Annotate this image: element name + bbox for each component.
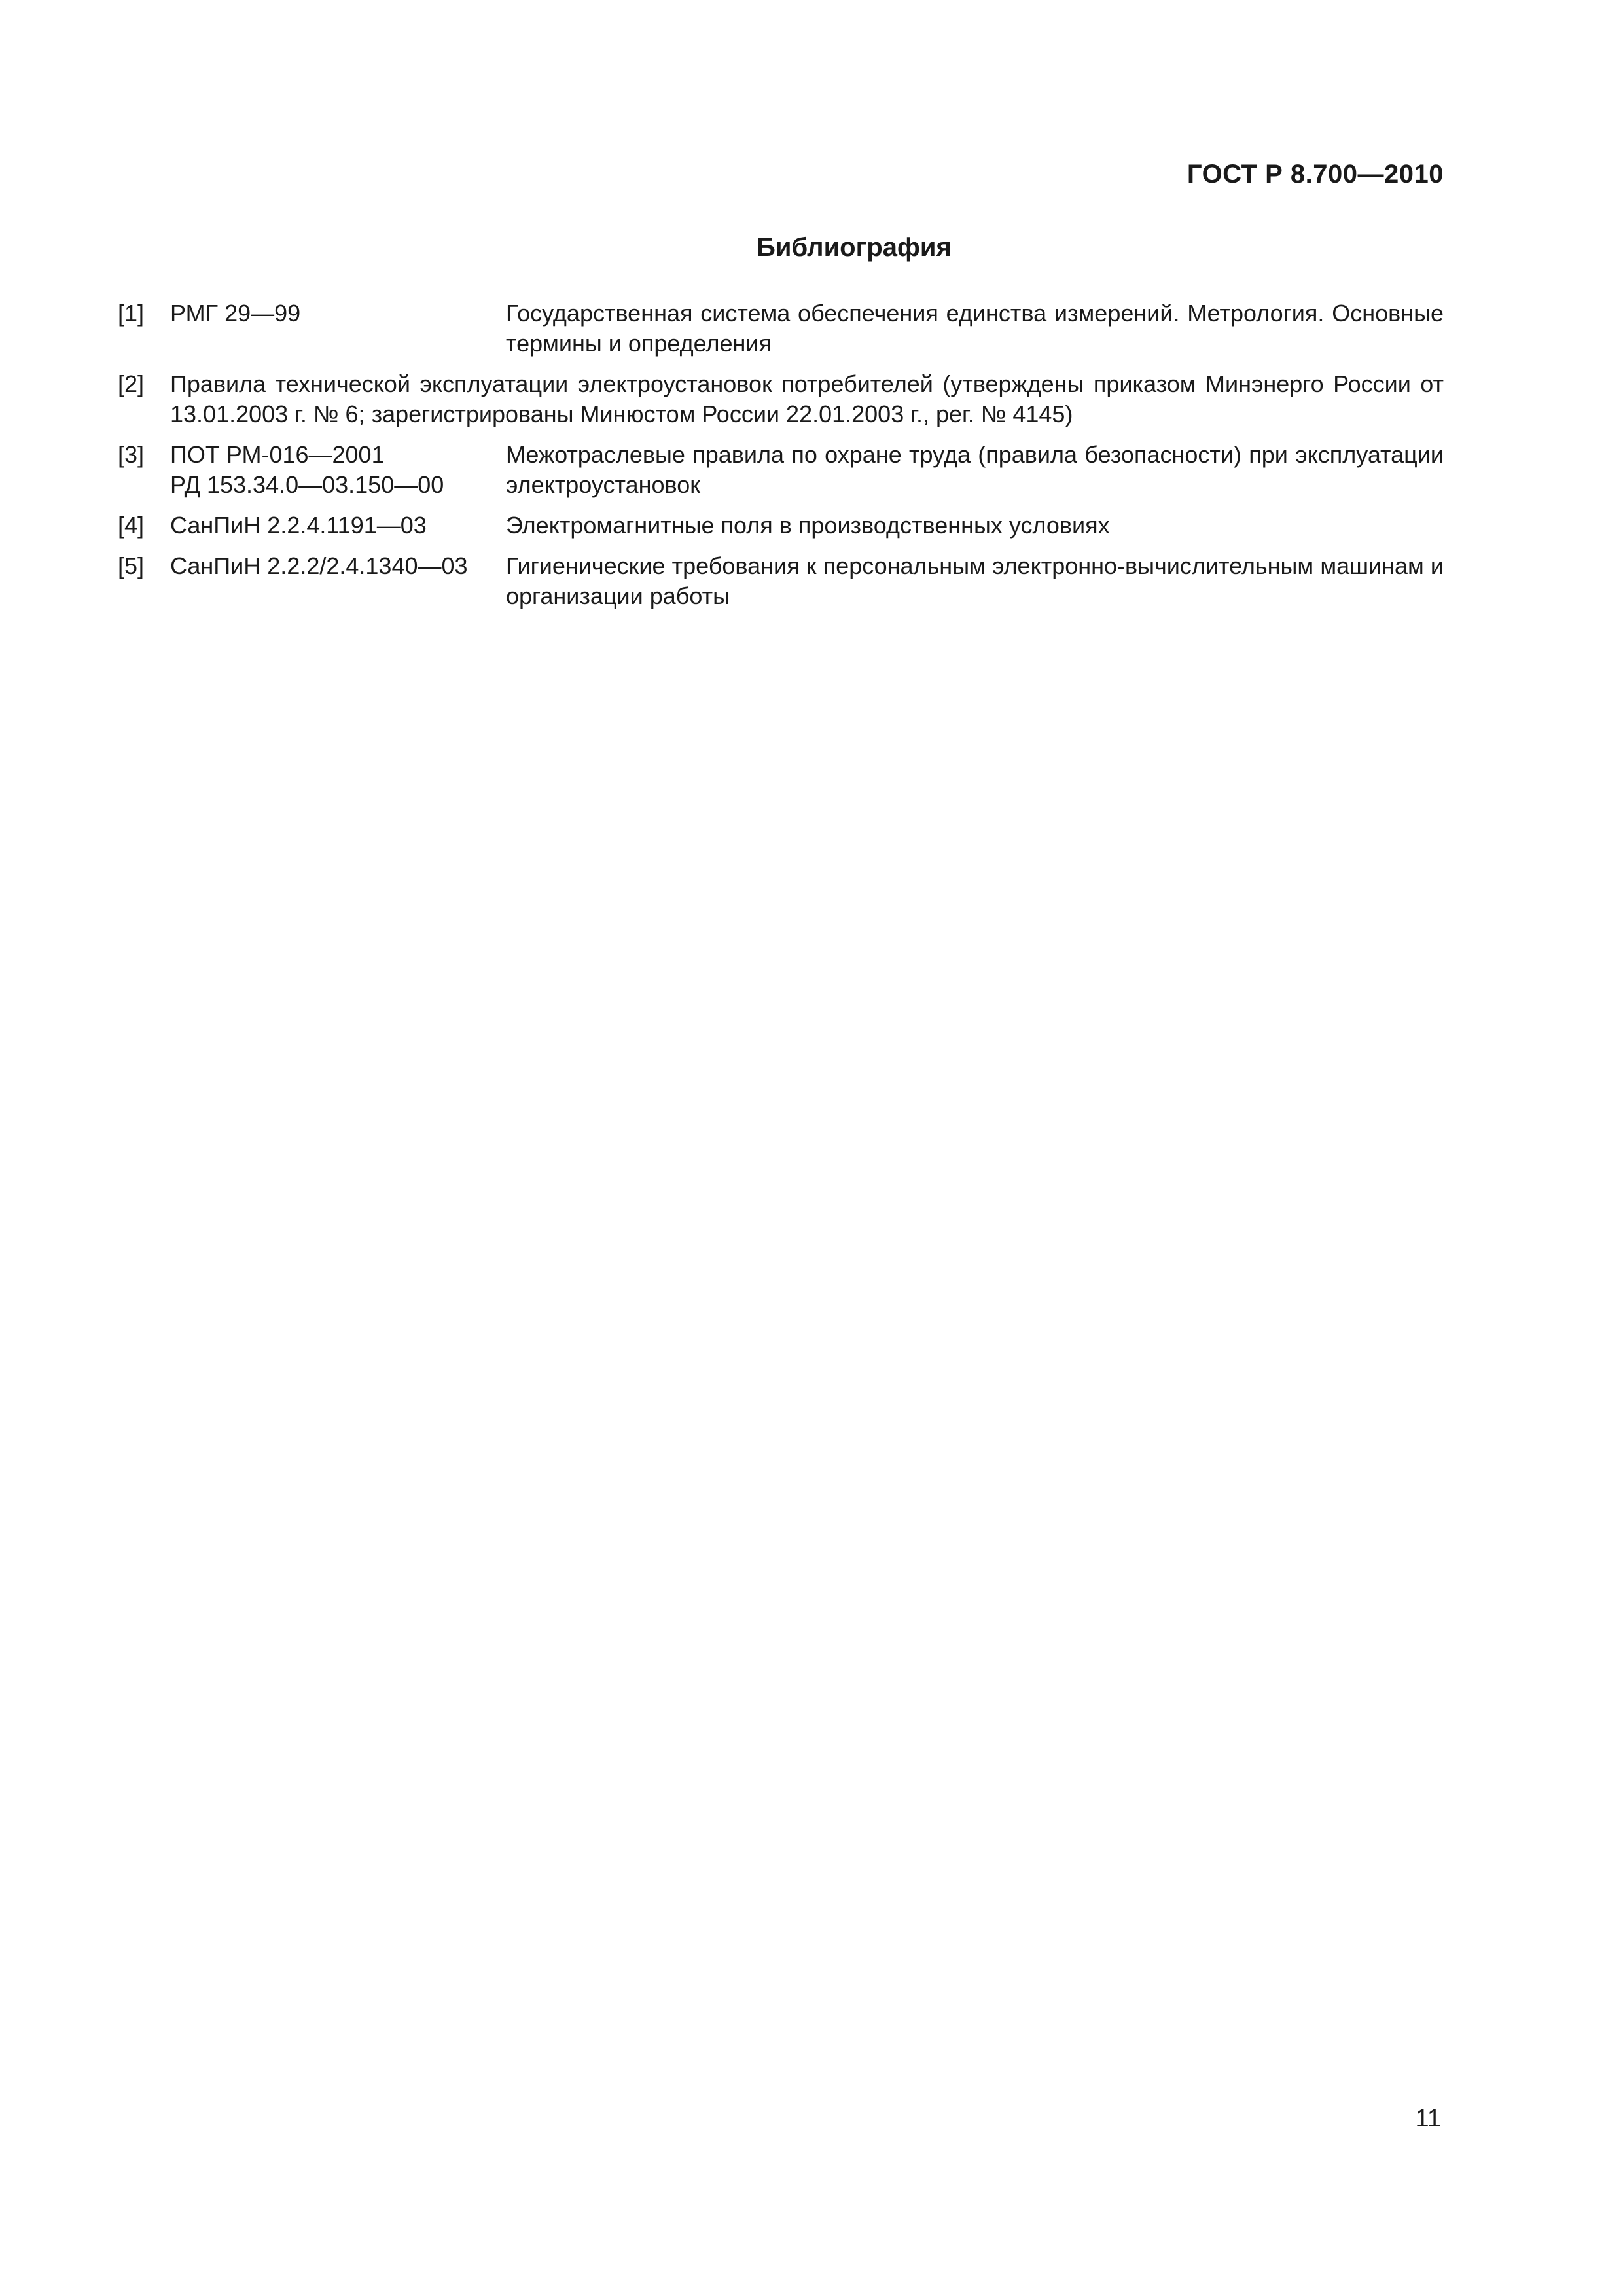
entry-description: Межотраслевые правила по охране труда (правила безопасности) при эксплуатации электроустановок bbox=[506, 441, 1444, 498]
entry-code-line: РД 153.34.0—03.150—00 bbox=[170, 471, 444, 498]
entry-code bbox=[170, 440, 497, 500]
bibliography-list bbox=[118, 298, 1444, 622]
entry-code bbox=[170, 551, 497, 581]
bibliography-entry bbox=[118, 440, 1444, 500]
entry-number: [3] bbox=[118, 441, 145, 468]
bibliography-entry bbox=[118, 369, 1444, 429]
entry-code-line: СанПиН 2.2.2/2.4.1340—03 bbox=[170, 552, 468, 579]
entry-code-line: РМГ 29—99 bbox=[170, 300, 301, 327]
entry-description: Государственная система обеспечения единства измерений. Метрология. Основные термины и определения bbox=[506, 300, 1444, 357]
entry-number: [5] bbox=[118, 552, 145, 579]
entry-description: Правила технической эксплуатации электроустановок потребителей (утверждены приказом Минэнерго России от 13.01.2003 г. № 6; зарегистрированы Минюстом России 22.01.2003 г., рег. № 4145) bbox=[170, 370, 1444, 427]
entry-number: [1] bbox=[118, 300, 145, 327]
entry-code bbox=[170, 511, 497, 541]
entry-code-line: ПОТ РМ-016—2001 bbox=[170, 441, 385, 468]
page-title: Библиография bbox=[757, 233, 952, 262]
entry-description: Гигиенические требования к персональным электронно-вычислительным машинам и организации работы bbox=[506, 552, 1444, 609]
entry-number: [2] bbox=[118, 370, 145, 397]
entry-number: [4] bbox=[118, 512, 145, 539]
bibliography-entry bbox=[118, 511, 1444, 541]
bibliography-entry bbox=[118, 298, 1444, 359]
document-code-header: ГОСТ Р 8.700—2010 bbox=[1186, 160, 1444, 188]
entry-code-line: СанПиН 2.2.4.1191—03 bbox=[170, 512, 427, 539]
bibliography-entry bbox=[118, 551, 1444, 611]
entry-description: Электромагнитные поля в производственных условиях bbox=[506, 512, 1110, 539]
page-number: 11 bbox=[1415, 2105, 1441, 2132]
entry-code bbox=[170, 298, 497, 329]
